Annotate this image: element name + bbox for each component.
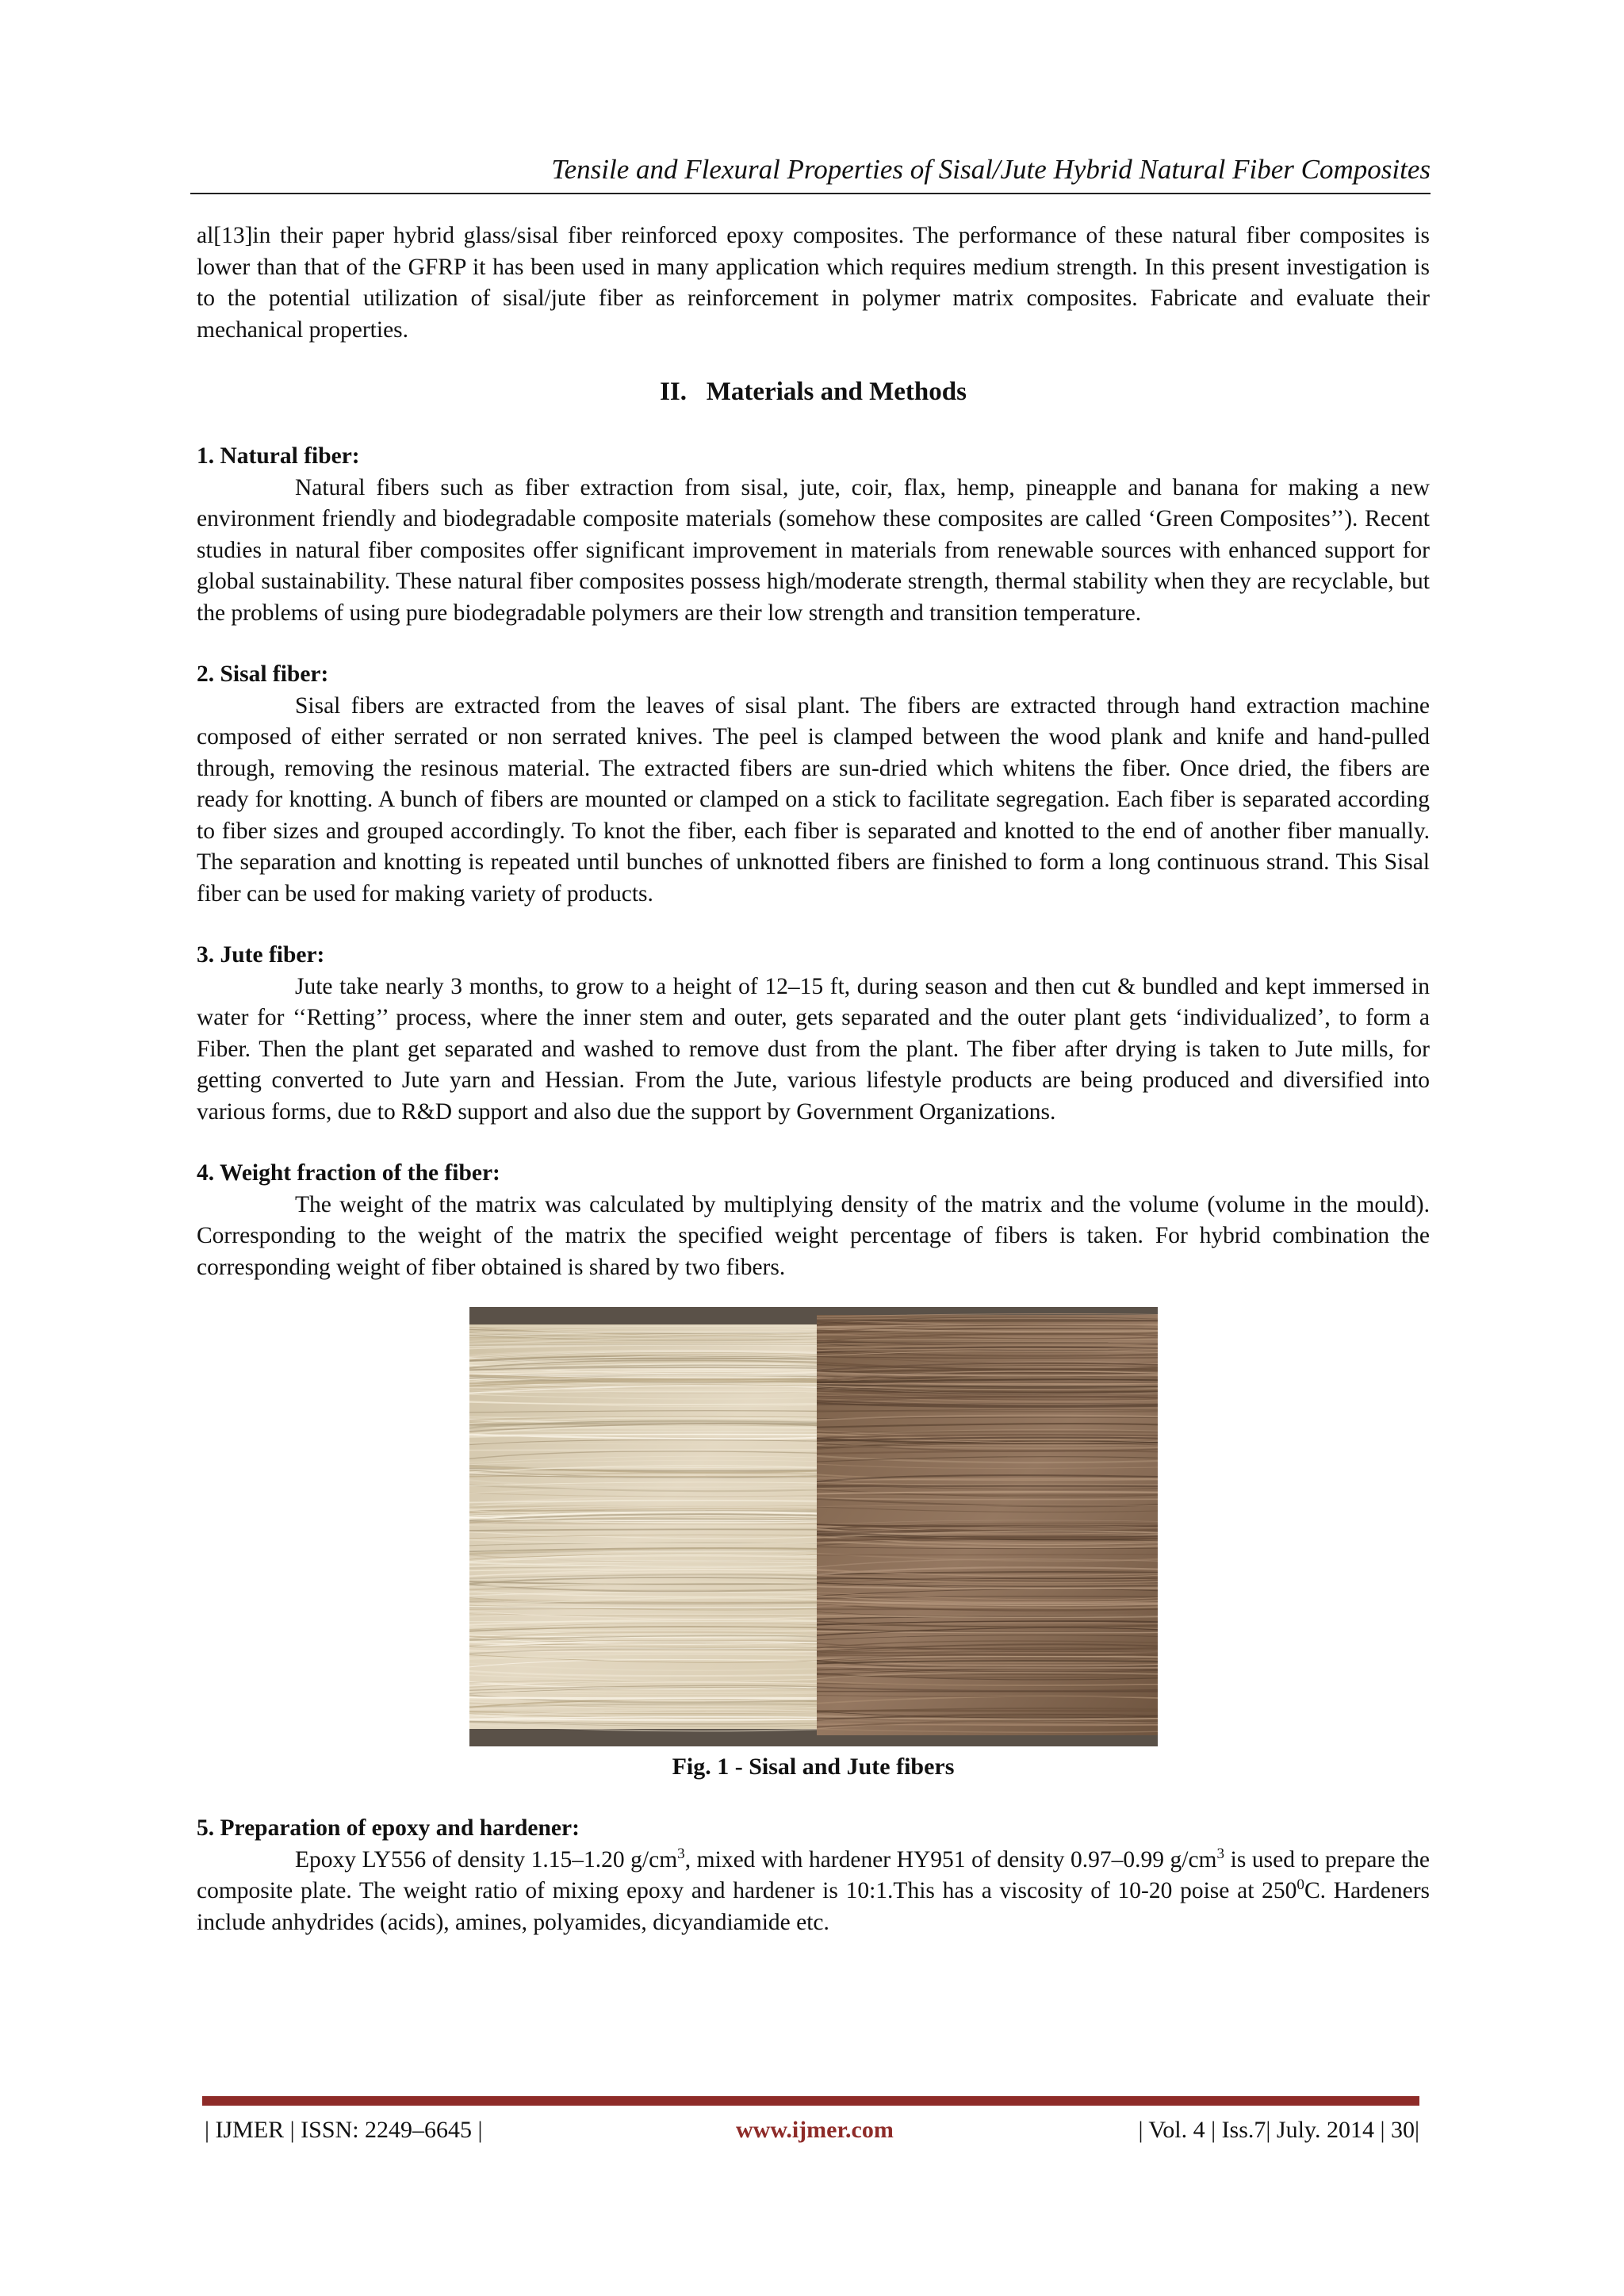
superscript-degree: 0 [1297, 1876, 1304, 1894]
epoxy-text-1: Epoxy LY556 of density 1.15–1.20 g/cm [295, 1846, 678, 1872]
epoxy-text-4: C. Hardeners include anhydrides (acids), amines, polyamides, dicyandiamide etc. [197, 1878, 1430, 1935]
figure-caption: Fig. 1 - Sisal and Jute fibers [672, 1754, 955, 1780]
section-heading [197, 376, 1430, 408]
fiber-strand [469, 1719, 817, 1720]
fiber-strand [817, 1486, 1158, 1487]
footer-volume-page: | Vol. 4 | Iss.7| July. 2014 | 30| [1138, 2117, 1419, 2143]
footer-rule [202, 2096, 1419, 2106]
paragraph-sisal-fiber: Sisal fibers are extracted from the leaves of sisal plant. The fibers are extracted through hand extraction machine composed of either serrated or non serrated knives. The peel is clamped between the wood plank and knife and hand-pulled through, removing the resinous material. The extracted fibers are sun-dried which whitens the fiber. Once dried, the fibers are ready for knotting. A bunch of fibers are mounted or clamped on a stick to facilitate segregation. Each fiber is separated according to fiber sizes and grouped accordingly. To knot the fiber, each fiber is separated and knotted to the end of another fiber manually. The separation and knotting is repeated until bunches of unknotted fibers are finished to form a long continuous strand. This Sisal fiber can be used for making variety of products. [197, 692, 1430, 907]
section-title: Materials and Methods [706, 378, 967, 406]
paragraph-weight-fraction: The weight of the matrix was calculated by multiplying density of the matrix and the volume (volume in the mould). Corresponding to the weight of the matrix the specified weight percentage of fibers is taken. For hybrid combination the corresponding weight of fiber obtained is shared by two fibers. [197, 1191, 1430, 1280]
paragraph-natural-fiber: Natural fibers such as fiber extraction from sisal, jute, coir, flax, hemp, pineapple and banana for making a new environment friendly and biodegradable composite materials (somehow these composites are called ‘Green Composites’’). Recent studies in natural fiber composites offer significant improvement in materials from renewable sources with enhanced support for global sustainability. These natural fiber composites possess high/moderate strength, thermal stability when they are recyclable, but the problems of using pure biodegradable polymers are their low strength and transition temperature. [197, 474, 1430, 626]
fiber-strand [469, 1450, 817, 1451]
subsection-heading-jute-fiber: 3. Jute fiber: [197, 942, 325, 968]
subsection-heading-epoxy: 5. Preparation of epoxy and hardener: [197, 1815, 580, 1841]
header-rule [190, 193, 1431, 194]
fiber-strand [817, 1554, 1158, 1555]
epoxy-text-3: is used to prepare the composite plate. The weight ratio of mixing epoxy and hardener is 10:1.This has a viscosity of 10-20 poise at 250 [197, 1846, 1431, 1903]
figure-1 [197, 1307, 1430, 1783]
paragraph-jute-fiber: Jute take nearly 3 months, to grow to a height of 12–15 ft, during season and then cut & bundled and kept immersed in water for ‘‘Retting’’ process, where the inner stem and outer, gets separated and the outer plant gets ‘individualized’, to form a Fiber. Then the plant get separated and washed to remove dust from the plant. The fiber after drying is taken to Jute mills, for getting converted to Jute yarn and Hessian. From the Jute, various lifestyle products are being produced and diversified into various forms, due to R&D support and also due the support by Government Organizations. [197, 973, 1430, 1125]
subsection-heading-weight-fraction: 4. Weight fraction of the fiber: [197, 1160, 500, 1186]
footer-journal-issn: | IJMER | ISSN: 2249–6645 | [205, 2117, 483, 2143]
superscript-cubic-2: 3 [1216, 1845, 1225, 1862]
paragraph-epoxy [197, 1845, 1430, 1939]
article-body [197, 220, 1430, 1938]
subsection-heading-sisal-fiber: 2. Sisal fiber: [197, 661, 329, 687]
sisal-jute-fiber-photo [469, 1307, 1158, 1746]
footer-website-link[interactable]: www.ijmer.com [736, 2117, 894, 2143]
superscript-cubic-1: 3 [677, 1845, 685, 1862]
running-header: Tensile and Flexural Properties of Sisal/Jute Hybrid Natural Fiber Composites [551, 154, 1431, 185]
subsection-heading-natural-fiber: 1. Natural fiber: [197, 443, 360, 469]
epoxy-text-2: , mixed with hardener HY951 of density 0.97–0.99 g/cm [684, 1846, 1217, 1872]
section-number: II. [660, 378, 688, 406]
intro-paragraph: al[13]in their paper hybrid glass/sisal fiber reinforced epoxy composites. The performance of these natural fiber composites is lower than that of the GFRP it has been used in many application which requires medium strength. In this present investigation is to the potential utilization of sisal/jute fiber as reinforcement in polymer matrix composites. Fabricate and evaluate their mechanical properties. [197, 223, 1430, 343]
